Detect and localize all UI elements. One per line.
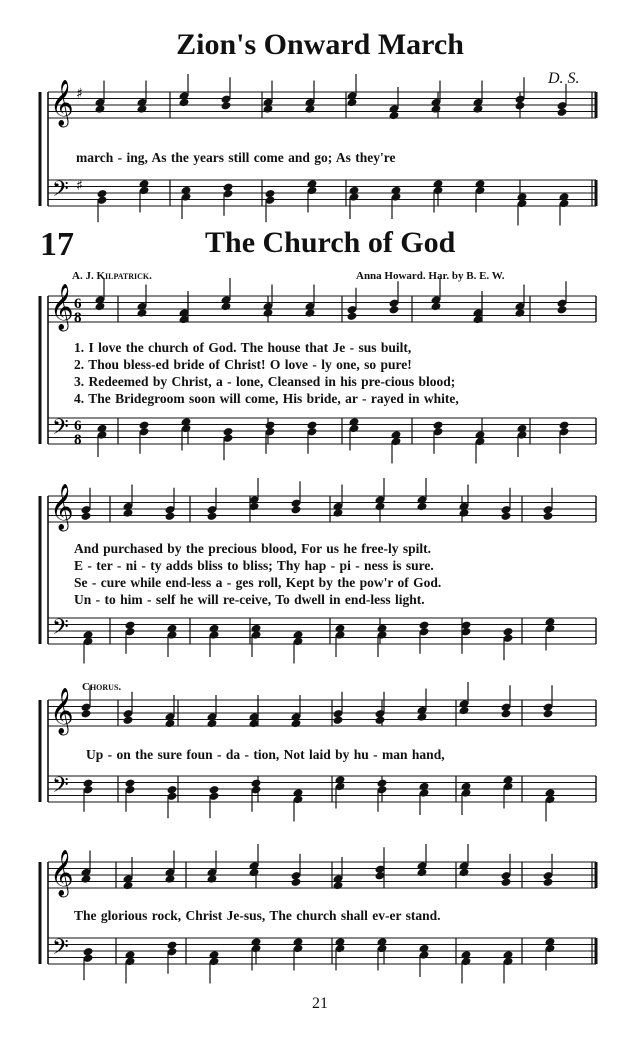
- note-head: [81, 709, 92, 719]
- note-head: [557, 305, 568, 315]
- note-head: [221, 302, 232, 312]
- note-head: [501, 709, 512, 719]
- time-signature-bottom: 8: [74, 432, 82, 448]
- note-head: [459, 868, 470, 878]
- time-signature-bottom: 8: [74, 310, 82, 326]
- note-head: [501, 877, 512, 887]
- note-head: [543, 709, 554, 719]
- note-head: [557, 107, 568, 117]
- chorus-lyric-1: Up - on the sure foun - da - tion, Not laid by hu - man hand,: [86, 747, 445, 762]
- note-head: [459, 508, 470, 518]
- dal-segno-mark: D. S.: [548, 70, 580, 87]
- note-head: [221, 101, 232, 111]
- bass-clef-icon: 𝄢: [52, 773, 69, 803]
- treble-clef-icon: 𝄞: [50, 850, 74, 896]
- page-number: 21: [312, 995, 328, 1012]
- note-head: [459, 706, 470, 716]
- note-head: [249, 868, 260, 878]
- verse-3-line-a: 3. Redeemed by Christ, a - lone, Cleansed in his pre-cious blood;: [74, 374, 456, 389]
- note-head: [165, 511, 176, 521]
- note-head: [543, 511, 554, 521]
- hymn-number: 17: [40, 226, 74, 263]
- note-head: [431, 104, 442, 114]
- note-head: [291, 505, 302, 515]
- note-head: [95, 302, 106, 312]
- verse-4-line-b: Un - to him - self he will re-ceive, To dwell in end-less light.: [74, 592, 425, 607]
- note-head: [333, 715, 344, 725]
- bass-clef-icon: 𝄢: [52, 415, 69, 445]
- note-head: [263, 104, 274, 114]
- time-signature-top: 6: [74, 296, 82, 312]
- note-head: [431, 302, 442, 312]
- note-head: [543, 877, 554, 887]
- verse-1-line-b: And purchased by the precious blood, For us he free-ly spilt.: [74, 541, 432, 556]
- note-head: [137, 104, 148, 114]
- note-head: [137, 308, 148, 318]
- previous-song-title: Zion's Onward March: [176, 28, 464, 61]
- sharp-icon: ♯: [76, 178, 83, 194]
- chorus-lyric-2: The glorious rock, Christ Je-sus, The church shall ev-er stand.: [74, 908, 441, 923]
- note-head: [81, 511, 92, 521]
- note-head: [81, 874, 92, 884]
- note-head: [207, 874, 218, 884]
- note-head: [389, 111, 400, 121]
- note-head: [179, 98, 190, 108]
- verse-1-line-a: 1. I love the church of God. The house that Je - sus built,: [74, 340, 412, 355]
- note-head: [305, 308, 316, 318]
- note-head: [389, 305, 400, 315]
- bass-clef-icon: 𝄢: [52, 615, 69, 645]
- treble-clef-icon: 𝄞: [50, 484, 74, 530]
- note-head: [305, 104, 316, 114]
- treble-clef-icon: 𝄞: [50, 284, 74, 330]
- verse-2-line-a: 2. Thou bless-ed bride of Christ! O love - ly one, so pure!: [74, 357, 412, 372]
- treble-clef-icon: 𝄞: [50, 80, 74, 126]
- bass-clef-icon: 𝄢: [52, 935, 69, 965]
- note-head: [165, 874, 176, 884]
- note-head: [123, 715, 134, 725]
- time-signature-top: 6: [74, 418, 82, 434]
- treble-clef-icon: 𝄞: [50, 688, 74, 734]
- lyricist-credit: A. J. Kilpatrick.: [72, 270, 152, 282]
- note-head: [417, 868, 428, 878]
- verse-2-line-b: E - ter - ni - ty adds bliss to bliss; Thy hap - pi - ness is sure.: [74, 558, 434, 573]
- hymn-title: The Church of God: [205, 226, 456, 259]
- note-head: [263, 308, 274, 318]
- note-head: [375, 715, 386, 725]
- note-head: [207, 719, 218, 729]
- note-head: [95, 104, 106, 114]
- note-head: [515, 308, 526, 318]
- verse-4-line-a: 4. The Bridegroom soon will come, His bride, ar - rayed in white,: [74, 391, 459, 406]
- note-head: [515, 101, 526, 111]
- note-head: [417, 712, 428, 722]
- note-head: [347, 98, 358, 108]
- verse-3-line-b: Se - cure while end-less a - ges roll, Kept by the pow'r of God.: [74, 575, 442, 590]
- chorus-label: Chorus.: [82, 681, 122, 693]
- note-head: [165, 719, 176, 729]
- note-head: [375, 502, 386, 512]
- bass-clef-icon: 𝄢: [52, 177, 69, 207]
- previous-song-lyric: march - ing, As the years still come and go; As they're: [76, 150, 396, 165]
- note-head: [333, 881, 344, 891]
- note-head: [123, 881, 134, 891]
- composer-credit: Anna Howard. Har. by B. E. W.: [356, 270, 505, 282]
- note-head: [291, 877, 302, 887]
- note-head: [333, 508, 344, 518]
- sharp-icon: ♯: [76, 86, 83, 102]
- note-head: [347, 311, 358, 321]
- note-head: [207, 511, 218, 521]
- note-head: [473, 104, 484, 114]
- note-head: [501, 511, 512, 521]
- note-head: [291, 719, 302, 729]
- note-head: [123, 508, 134, 518]
- note-head: [417, 502, 428, 512]
